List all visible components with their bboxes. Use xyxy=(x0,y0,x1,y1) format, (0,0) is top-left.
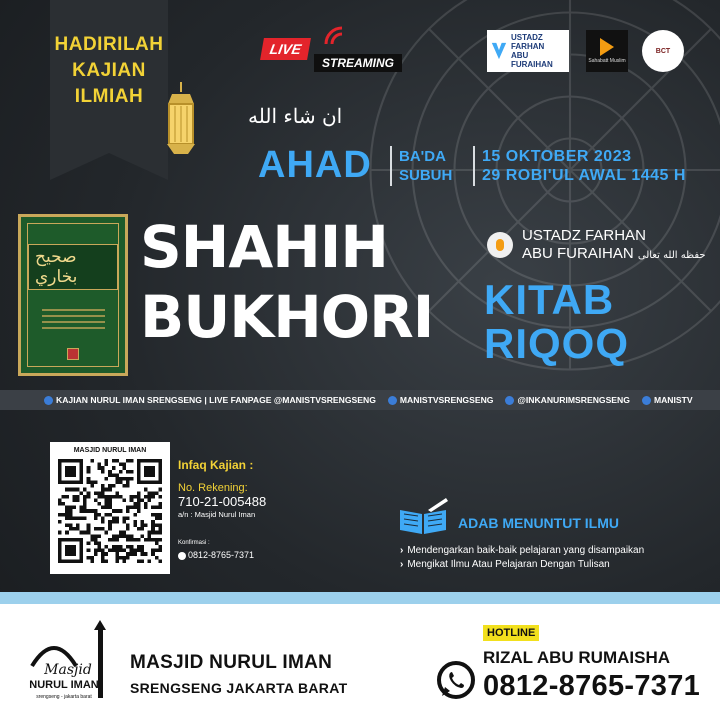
mosque-logo-line: NURUL IMAN xyxy=(29,679,99,691)
social-item-facebook[interactable] xyxy=(44,395,376,405)
broadcast-icon xyxy=(322,24,352,46)
social-item-label: @INKANURIMSRENGSENG xyxy=(517,394,630,405)
mosque-logo xyxy=(28,620,112,708)
bct-logo xyxy=(642,30,684,72)
facebook-icon xyxy=(44,396,53,405)
contact-name: RIZAL ABU RUMAISHA xyxy=(483,648,670,667)
day-label: AHAD xyxy=(258,144,372,186)
social-item-label: MANISTV xyxy=(653,394,693,405)
topic-line: RIQOQ xyxy=(484,320,630,367)
adab-point xyxy=(400,545,644,556)
confirm-label: Konfirmasi : xyxy=(178,540,210,546)
social-item-instagram-2[interactable] xyxy=(505,395,629,405)
logo3-label: BCT xyxy=(655,47,671,55)
banner-line: ILMIAH xyxy=(74,86,144,107)
banner-line: HADIRILAH xyxy=(54,34,164,55)
confirm-phone-number: 0812-8765-7371 xyxy=(188,550,255,560)
topic-title xyxy=(484,278,629,366)
instagram-icon xyxy=(505,396,514,405)
book-cover-text-lines xyxy=(42,305,105,333)
play-icon xyxy=(600,38,614,56)
ustadz-logo-line: ABU FURAIHAN xyxy=(510,51,553,69)
sahabat-muslim-logo xyxy=(586,30,628,72)
main-title-line: BUKHORI xyxy=(140,283,434,351)
infaq-label: Infaq Kajian : xyxy=(178,458,254,472)
book-cover xyxy=(18,214,128,376)
topic-line: KITAB xyxy=(484,276,615,323)
instagram-icon xyxy=(388,396,397,405)
streaming-label: STREAMING xyxy=(314,54,402,72)
ustadz-logo-mark-icon xyxy=(490,38,508,64)
mosque-logo-line: Masjid xyxy=(44,662,92,678)
mosque-logo-line: srengseng - jakarta barat xyxy=(36,694,92,700)
ustadz-logo-line: USTADZ xyxy=(510,33,543,42)
qr-title: MASJID NURUL IMAN xyxy=(73,447,147,454)
qr-code[interactable] xyxy=(58,457,162,565)
time-line: SUBUH xyxy=(399,167,453,184)
adab-point-text: Mengikat Ilmu Atau Pelajaran Dengan Tulisan xyxy=(407,559,610,570)
youtube-icon xyxy=(642,396,651,405)
adab-point xyxy=(400,559,610,570)
date-label xyxy=(482,147,686,185)
book-cover-title: صحيح بخاري xyxy=(28,244,118,290)
social-item-label: KAJIAN NURUL IMAN SRENGSENG | LIVE FANPAGE @MANISTVSRENGSENG xyxy=(56,394,376,405)
lantern-icon xyxy=(160,82,202,164)
divider xyxy=(390,146,392,186)
speaker-line-2: ABU FURAIHAN xyxy=(522,245,634,262)
speaker-honorific: حفظه الله تعالى xyxy=(637,250,706,261)
footer-stripe xyxy=(0,592,720,604)
book-seal-icon xyxy=(67,348,79,360)
account-name: a/n : Masjid Nurul Iman xyxy=(178,510,256,519)
logo2-label: Sahabatt Muslim xyxy=(588,58,626,64)
date-line: 15 OKTOBER 2023 xyxy=(482,148,632,165)
ustadz-logo xyxy=(487,30,569,72)
date-line: 29 ROBI'UL AWAL 1445 H xyxy=(482,167,686,184)
contact-phone[interactable]: 0812-8765-7371 xyxy=(483,670,701,702)
adab-title: ADAB MENUNTUT ILMU xyxy=(458,515,619,531)
speaker-name xyxy=(522,227,706,265)
mosque-name: MASJID NURUL IMAN xyxy=(130,652,333,673)
ustadz-logo-line: FARHAN xyxy=(510,42,545,51)
social-media-bar xyxy=(0,390,720,410)
speaker-line xyxy=(522,245,706,265)
banner-line: KAJIAN xyxy=(72,60,146,81)
account-label: No. Rekening: xyxy=(178,482,248,494)
social-item-instagram[interactable] xyxy=(388,395,494,405)
account-number: 710-21-005488 xyxy=(178,494,267,509)
banner-text xyxy=(50,32,168,110)
speaker-line: USTADZ FARHAN xyxy=(522,227,646,244)
qr-card xyxy=(50,442,170,574)
live-label: LIVE xyxy=(260,38,311,60)
adab-point-text: Mendengarkan baik-baik pelajaran yang disampaikan xyxy=(407,545,645,556)
book-pen-icon xyxy=(398,496,450,536)
chevron-right-icon: › xyxy=(400,545,404,556)
social-item-label: MANISTVSRENGSENG xyxy=(399,394,494,405)
social-item-youtube[interactable] xyxy=(642,395,693,405)
chevron-right-icon: › xyxy=(400,559,404,570)
live-streaming-badge xyxy=(262,38,394,70)
insya-allah-text: ان شاء الله xyxy=(248,104,343,128)
main-title-line: SHAHIH xyxy=(140,213,388,281)
confirm-phone xyxy=(178,550,254,560)
main-title xyxy=(140,212,433,352)
time-label xyxy=(399,147,452,185)
hotline-badge: HOTLINE xyxy=(483,625,539,641)
whatsapp-icon xyxy=(436,660,476,700)
whatsapp-icon xyxy=(178,552,186,560)
mosque-location: SRENGSENG JAKARTA BARAT xyxy=(130,680,348,696)
divider xyxy=(473,146,475,186)
time-line: BA'DA xyxy=(399,148,446,165)
microphone-icon xyxy=(487,232,513,258)
